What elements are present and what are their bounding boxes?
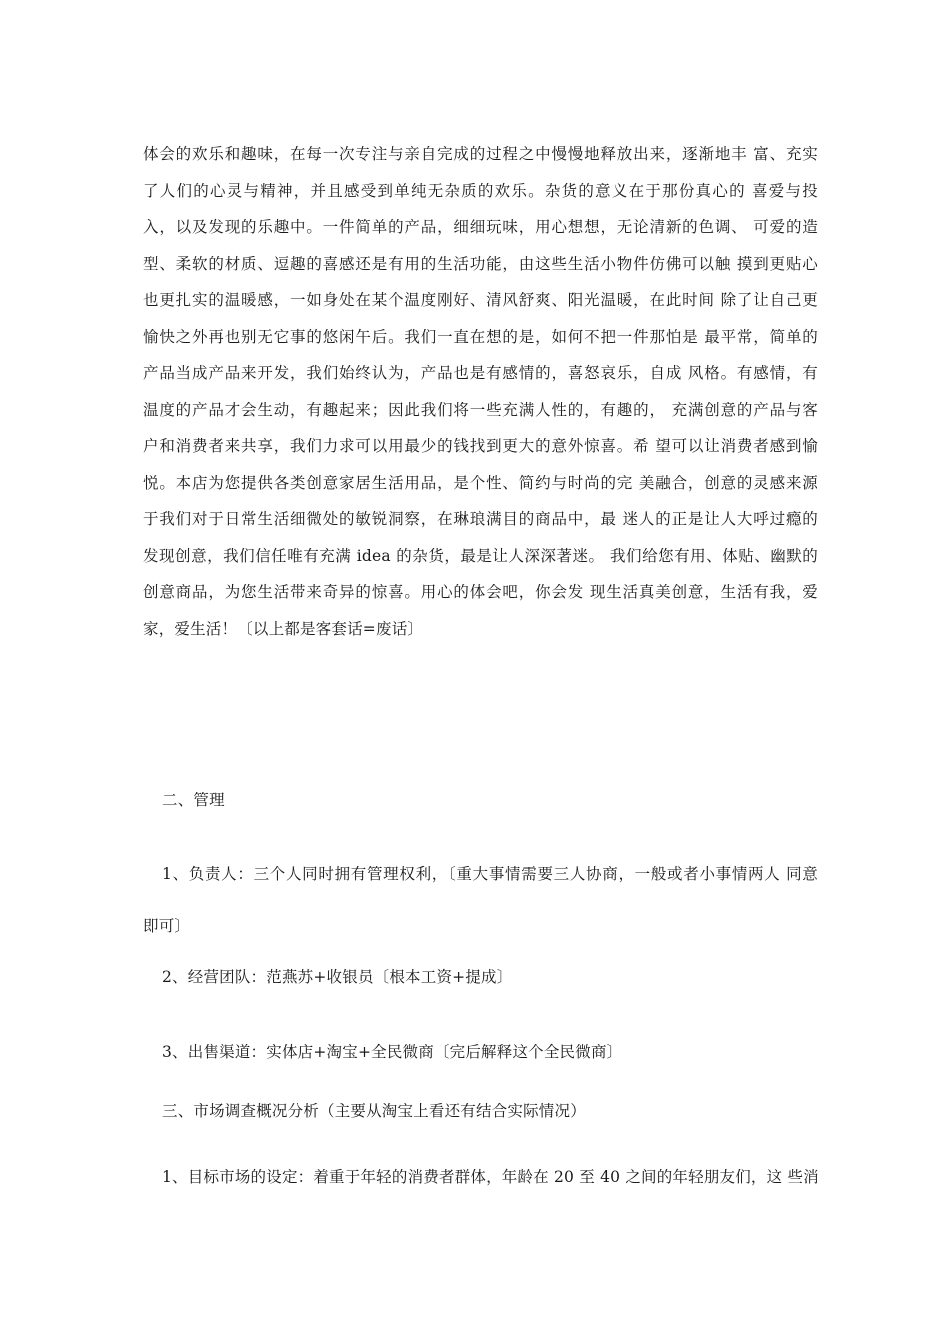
paragraph-line: 创意商品，为您生活带来奇异的惊喜。用心的体会吧，你会发 现生活真美创意，生活有我，爱 [143,583,818,601]
paragraph-line: 也更扎实的温暖感，一如身处在某个温度刚好、清风舒爽、阳光温暖，在此时间 除了让自己更 [143,291,818,309]
paragraph-line: 家，爱生活！〔以上都是客套话=废话〕 [143,619,424,638]
paragraph-line: 型、柔软的材质、逗趣的喜感还是有用的生活功能，由这些生活小物件仿佛可以触 摸到更贴心 [143,254,818,273]
market-item-target [162,1167,818,1187]
paragraph-line: 发现创意，我们信任唯有充满 idea 的杂货，最是让人深深著迷。 我们给您有用、体贴、幽默的 [143,546,818,565]
management-item-channels: 3、出售渠道：实体店+淘宝+全民微商〔完后解释这个全民微商〕 [162,1043,623,1061]
paragraph-line: 即可〕 [143,917,191,935]
paragraph-line: 体会的欢乐和趣味，在每一次专注与亲自完成的过程之中慢慢地释放出来，逐渐地丰 富、充实 [143,145,818,163]
paragraph-line: 温度的产品才会生动，有趣起来；因此我们将一些充满人性的，有趣的， 充满创意的产品与客 [143,400,818,419]
paragraph-line: 入，以及发现的乐趣中。一件简单的产品，细细玩味，用心想想，无论清新的色调、 可爱的造 [143,218,818,236]
paragraph-line: 了人们的心灵与精神，并且感受到单纯无杂质的欢乐。杂货的意义在于那份真心的 喜爱与投 [143,181,818,200]
intro-paragraph [143,136,818,647]
paragraph-line: 愉快之外再也别无它事的悠闲午后。我们一直在想的是，如何不把一件那怕是 最平常，简单的 [143,327,818,346]
paragraph-line: 悦。本店为您提供各类创意家居生活用品，是个性、简约与时尚的完 美融合，创意的灵感来源 [143,473,818,492]
paragraph-line: 户和消费者来共享，我们力求可以用最少的钱找到更大的意外惊喜。希 望可以让消费者感到愉 [143,437,818,455]
management-item-team: 2、经营团队：范燕苏+收银员〔根本工资+提成〕 [162,968,513,986]
paragraph-line: 1、负责人：三个人同时拥有管理权利，〔重大事情需要三人协商，一般或者小事情两人 同意 [162,865,818,883]
management-item-owners [143,848,818,952]
paragraph-line: 于我们对于日常生活细微处的敏锐洞察，在琳琅满目的商品中，最 迷人的正是让人大呼过瘾的 [143,510,818,528]
paragraph-line: 1、目标市场的设定：着重于年轻的消费者群体，年龄在 20 至 40 之间的年轻朋友们，这 些消 [162,1168,819,1186]
section-heading-market: 三、市场调查概况分析（主要从淘宝上看还有结合实际情况） [162,1102,586,1120]
section-heading-management: 二、管理 [162,791,225,809]
paragraph-line: 产品当成产品来开发，我们始终认为，产品也是有感情的，喜怒哀乐，自成 风格。有感情，有 [143,364,818,382]
